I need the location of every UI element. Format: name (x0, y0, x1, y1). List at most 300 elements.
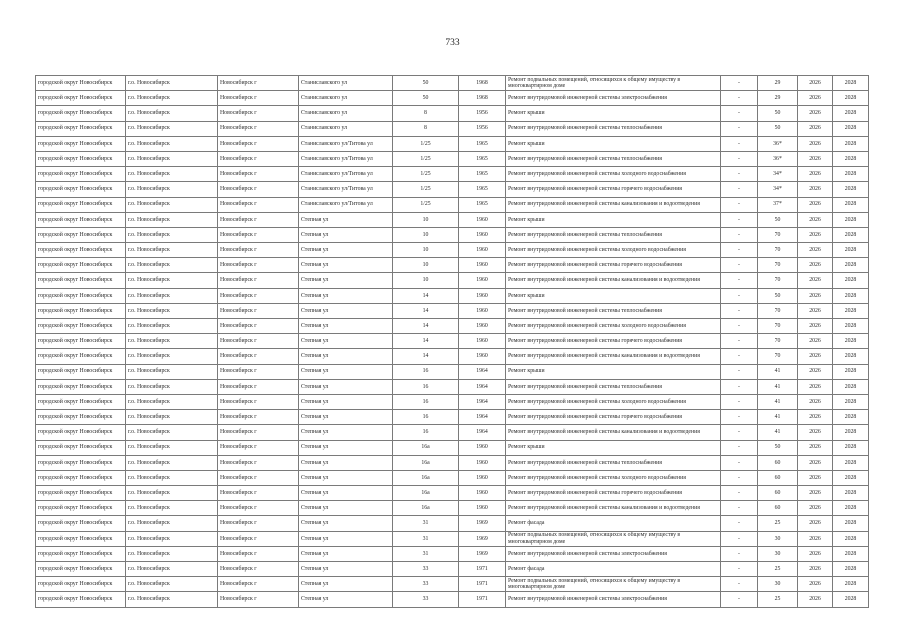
cell-municipal-unit: г.о. Новосибирск (126, 243, 218, 258)
cell-year-start: 2026 (798, 243, 833, 258)
cell-year-end: 2028 (833, 303, 869, 318)
cell-municipal-unit: г.о. Новосибирск (126, 546, 218, 561)
cell-house-number: 10 (393, 273, 459, 288)
cell-locality: Новосибирск г (218, 349, 299, 364)
cell-house-number: 33 (393, 562, 459, 577)
cell-street: Степная ул (299, 349, 393, 364)
cell-year-start: 2026 (798, 516, 833, 531)
table-row (36, 577, 869, 592)
cell-municipality: городской округ Новосибирск (36, 197, 126, 212)
cell-municipal-unit: г.о. Новосибирск (126, 410, 218, 425)
cell-year-start: 2026 (798, 167, 833, 182)
table-row (36, 334, 869, 349)
cell-year: 1965 (459, 167, 506, 182)
cell-house-number: 8 (393, 121, 459, 136)
cell-house-number: 33 (393, 592, 459, 607)
cell-year: 1965 (459, 151, 506, 166)
cell-municipality: городской округ Новосибирск (36, 182, 126, 197)
cell-dash: - (721, 121, 758, 136)
cell-work-type: Ремонт крыши (506, 106, 721, 121)
cell-locality: Новосибирск г (218, 288, 299, 303)
cell-year-start: 2026 (798, 425, 833, 440)
cell-municipality: городской округ Новосибирск (36, 319, 126, 334)
cell-work-type: Ремонт внутридомовой инженерной системы электроснабжения (506, 592, 721, 607)
cell-value: 50 (758, 121, 798, 136)
cell-municipality: городской округ Новосибирск (36, 243, 126, 258)
cell-year-start: 2026 (798, 106, 833, 121)
cell-year-start: 2026 (798, 182, 833, 197)
cell-municipal-unit: г.о. Новосибирск (126, 106, 218, 121)
cell-municipality: городской округ Новосибирск (36, 227, 126, 242)
cell-municipality: городской округ Новосибирск (36, 212, 126, 227)
cell-locality: Новосибирск г (218, 334, 299, 349)
table-row (36, 273, 869, 288)
cell-dash: - (721, 319, 758, 334)
cell-year-end: 2028 (833, 394, 869, 409)
cell-year: 1964 (459, 379, 506, 394)
cell-year-end: 2028 (833, 212, 869, 227)
cell-year-end: 2028 (833, 197, 869, 212)
cell-municipal-unit: г.о. Новосибирск (126, 121, 218, 136)
cell-value: 70 (758, 319, 798, 334)
table-row (36, 440, 869, 455)
cell-street: Степная ул (299, 227, 393, 242)
table-row (36, 76, 869, 91)
cell-value: 60 (758, 501, 798, 516)
cell-year: 1964 (459, 410, 506, 425)
cell-municipality: городской округ Новосибирск (36, 410, 126, 425)
cell-municipal-unit: г.о. Новосибирск (126, 91, 218, 106)
cell-year: 1960 (459, 334, 506, 349)
cell-year: 1960 (459, 258, 506, 273)
table-row (36, 167, 869, 182)
cell-value: 36* (758, 136, 798, 151)
cell-municipality: городской округ Новосибирск (36, 546, 126, 561)
cell-year-start: 2026 (798, 121, 833, 136)
cell-year-start: 2026 (798, 577, 833, 592)
cell-work-type: Ремонт внутридомовой инженерной системы холодного водоснабжения (506, 167, 721, 182)
cell-year-end: 2028 (833, 243, 869, 258)
cell-house-number: 10 (393, 258, 459, 273)
cell-house-number: 31 (393, 546, 459, 561)
table-row (36, 258, 869, 273)
cell-municipal-unit: г.о. Новосибирск (126, 440, 218, 455)
page-number: 733 (445, 38, 460, 48)
cell-work-type: Ремонт подвальных помещений, относящихся к общему имуществу в многоквартирном доме (506, 531, 721, 546)
cell-municipal-unit: г.о. Новосибирск (126, 577, 218, 592)
cell-dash: - (721, 151, 758, 166)
cell-municipality: городской округ Новосибирск (36, 106, 126, 121)
cell-municipality: городской округ Новосибирск (36, 76, 126, 91)
cell-house-number: 16 (393, 425, 459, 440)
cell-work-type: Ремонт крыши (506, 212, 721, 227)
cell-municipal-unit: г.о. Новосибирск (126, 288, 218, 303)
cell-year: 1971 (459, 592, 506, 607)
cell-work-type: Ремонт крыши (506, 136, 721, 151)
cell-year: 1960 (459, 349, 506, 364)
cell-house-number: 50 (393, 91, 459, 106)
cell-value: 41 (758, 379, 798, 394)
cell-locality: Новосибирск г (218, 167, 299, 182)
cell-municipality: городской округ Новосибирск (36, 334, 126, 349)
cell-municipality: городской округ Новосибирск (36, 91, 126, 106)
cell-municipal-unit: г.о. Новосибирск (126, 592, 218, 607)
cell-year: 1960 (459, 243, 506, 258)
cell-dash: - (721, 288, 758, 303)
cell-dash: - (721, 258, 758, 273)
cell-value: 70 (758, 349, 798, 364)
cell-locality: Новосибирск г (218, 106, 299, 121)
cell-year-end: 2028 (833, 106, 869, 121)
table-row (36, 106, 869, 121)
cell-locality: Новосибирск г (218, 394, 299, 409)
cell-work-type: Ремонт внутридомовой инженерной системы канализования и водоотведения (506, 273, 721, 288)
cell-municipality: городской округ Новосибирск (36, 516, 126, 531)
cell-municipality: городской округ Новосибирск (36, 531, 126, 546)
cell-dash: - (721, 425, 758, 440)
cell-work-type: Ремонт крыши (506, 440, 721, 455)
cell-year: 1968 (459, 76, 506, 91)
cell-year-start: 2026 (798, 501, 833, 516)
cell-year: 1960 (459, 227, 506, 242)
cell-house-number: 1/25 (393, 151, 459, 166)
table-row (36, 455, 869, 470)
cell-locality: Новосибирск г (218, 470, 299, 485)
cell-value: 50 (758, 440, 798, 455)
cell-year-start: 2026 (798, 76, 833, 91)
cell-year: 1969 (459, 516, 506, 531)
cell-year: 1960 (459, 470, 506, 485)
cell-value: 29 (758, 76, 798, 91)
cell-year: 1960 (459, 440, 506, 455)
cell-locality: Новосибирск г (218, 562, 299, 577)
cell-street: Степная ул (299, 334, 393, 349)
cell-year: 1971 (459, 577, 506, 592)
cell-year-end: 2028 (833, 182, 869, 197)
cell-house-number: 10 (393, 212, 459, 227)
cell-year: 1965 (459, 182, 506, 197)
cell-street: Степная ул (299, 486, 393, 501)
cell-year-end: 2028 (833, 425, 869, 440)
cell-year: 1969 (459, 546, 506, 561)
cell-locality: Новосибирск г (218, 410, 299, 425)
cell-value: 36* (758, 151, 798, 166)
cell-dash: - (721, 364, 758, 379)
cell-year: 1960 (459, 212, 506, 227)
cell-year: 1964 (459, 394, 506, 409)
cell-municipal-unit: г.о. Новосибирск (126, 501, 218, 516)
cell-year: 1960 (459, 455, 506, 470)
cell-year-start: 2026 (798, 319, 833, 334)
cell-value: 70 (758, 273, 798, 288)
cell-street: Станиславского ул/Титова ул (299, 167, 393, 182)
cell-year-end: 2028 (833, 379, 869, 394)
cell-municipal-unit: г.о. Новосибирск (126, 364, 218, 379)
cell-street: Степная ул (299, 273, 393, 288)
cell-street: Станиславского ул/Титова ул (299, 182, 393, 197)
cell-street: Степная ул (299, 455, 393, 470)
cell-municipal-unit: г.о. Новосибирск (126, 197, 218, 212)
cell-year: 1956 (459, 106, 506, 121)
table-row (36, 531, 869, 546)
cell-street: Степная ул (299, 516, 393, 531)
cell-year: 1965 (459, 197, 506, 212)
cell-street: Станиславского ул/Титова ул (299, 197, 393, 212)
cell-locality: Новосибирск г (218, 425, 299, 440)
cell-house-number: 16а (393, 501, 459, 516)
table-row (36, 592, 869, 607)
cell-value: 60 (758, 455, 798, 470)
cell-dash: - (721, 212, 758, 227)
cell-work-type: Ремонт внутридомовой инженерной системы электроснабжения (506, 546, 721, 561)
cell-work-type: Ремонт внутридомовой инженерной системы холодного водоснабжения (506, 243, 721, 258)
cell-house-number: 14 (393, 349, 459, 364)
cell-municipality: городской округ Новосибирск (36, 592, 126, 607)
cell-house-number: 16 (393, 379, 459, 394)
cell-year-end: 2028 (833, 470, 869, 485)
cell-dash: - (721, 486, 758, 501)
cell-year-end: 2028 (833, 440, 869, 455)
cell-year-start: 2026 (798, 197, 833, 212)
table-row (36, 197, 869, 212)
cell-house-number: 14 (393, 334, 459, 349)
table-row (36, 243, 869, 258)
cell-municipal-unit: г.о. Новосибирск (126, 334, 218, 349)
cell-street: Степная ул (299, 394, 393, 409)
cell-dash: - (721, 227, 758, 242)
cell-year: 1969 (459, 531, 506, 546)
table-row (36, 486, 869, 501)
cell-value: 34* (758, 167, 798, 182)
cell-year-start: 2026 (798, 379, 833, 394)
cell-municipal-unit: г.о. Новосибирск (126, 470, 218, 485)
cell-year: 1965 (459, 136, 506, 151)
cell-house-number: 16а (393, 455, 459, 470)
table-body (36, 76, 869, 608)
cell-year-end: 2028 (833, 486, 869, 501)
cell-municipal-unit: г.о. Новосибирск (126, 425, 218, 440)
cell-dash: - (721, 531, 758, 546)
cell-house-number: 16а (393, 470, 459, 485)
cell-dash: - (721, 394, 758, 409)
cell-dash: - (721, 243, 758, 258)
cell-year-start: 2026 (798, 546, 833, 561)
cell-street: Степная ул (299, 319, 393, 334)
cell-year: 1960 (459, 501, 506, 516)
cell-year-end: 2028 (833, 76, 869, 91)
cell-year-end: 2028 (833, 227, 869, 242)
cell-street: Станиславского ул (299, 106, 393, 121)
cell-year-start: 2026 (798, 288, 833, 303)
cell-municipal-unit: г.о. Новосибирск (126, 486, 218, 501)
cell-locality: Новосибирск г (218, 379, 299, 394)
cell-municipal-unit: г.о. Новосибирск (126, 319, 218, 334)
cell-street: Степная ул (299, 410, 393, 425)
cell-value: 50 (758, 212, 798, 227)
cell-street: Станиславского ул (299, 91, 393, 106)
cell-street: Степная ул (299, 303, 393, 318)
cell-value: 30 (758, 531, 798, 546)
cell-locality: Новосибирск г (218, 364, 299, 379)
cell-year: 1968 (459, 91, 506, 106)
cell-municipality: городской округ Новосибирск (36, 577, 126, 592)
cell-municipal-unit: г.о. Новосибирск (126, 516, 218, 531)
cell-dash: - (721, 410, 758, 425)
cell-value: 25 (758, 516, 798, 531)
cell-house-number: 1/25 (393, 136, 459, 151)
cell-year: 1960 (459, 486, 506, 501)
cell-year-end: 2028 (833, 167, 869, 182)
cell-locality: Новосибирск г (218, 227, 299, 242)
cell-year-start: 2026 (798, 273, 833, 288)
cell-year-start: 2026 (798, 136, 833, 151)
cell-house-number: 1/25 (393, 197, 459, 212)
cell-street: Степная ул (299, 212, 393, 227)
cell-municipal-unit: г.о. Новосибирск (126, 151, 218, 166)
cell-year-end: 2028 (833, 273, 869, 288)
cell-house-number: 1/25 (393, 182, 459, 197)
cell-year-start: 2026 (798, 410, 833, 425)
cell-year-end: 2028 (833, 592, 869, 607)
cell-house-number: 14 (393, 288, 459, 303)
cell-work-type: Ремонт подвальных помещений, относящихся к общему имуществу в многоквартирном доме (506, 76, 721, 91)
table-row (36, 182, 869, 197)
table-row (36, 303, 869, 318)
cell-municipal-unit: г.о. Новосибирск (126, 394, 218, 409)
cell-year-end: 2028 (833, 136, 869, 151)
cell-dash: - (721, 303, 758, 318)
cell-street: Степная ул (299, 364, 393, 379)
cell-municipality: городской округ Новосибирск (36, 167, 126, 182)
cell-municipal-unit: г.о. Новосибирск (126, 167, 218, 182)
table-row (36, 379, 869, 394)
table-row (36, 546, 869, 561)
cell-house-number: 14 (393, 303, 459, 318)
cell-municipal-unit: г.о. Новосибирск (126, 227, 218, 242)
cell-year: 1971 (459, 562, 506, 577)
cell-value: 50 (758, 288, 798, 303)
cell-dash: - (721, 516, 758, 531)
table-row (36, 121, 869, 136)
cell-house-number: 50 (393, 76, 459, 91)
cell-year: 1960 (459, 288, 506, 303)
cell-locality: Новосибирск г (218, 121, 299, 136)
cell-value: 37* (758, 197, 798, 212)
cell-dash: - (721, 470, 758, 485)
cell-dash: - (721, 182, 758, 197)
cell-street: Станиславского ул (299, 76, 393, 91)
cell-year-end: 2028 (833, 364, 869, 379)
cell-year-start: 2026 (798, 562, 833, 577)
cell-municipality: городской округ Новосибирск (36, 151, 126, 166)
cell-street: Степная ул (299, 425, 393, 440)
cell-municipality: городской округ Новосибирск (36, 121, 126, 136)
cell-street: Степная ул (299, 531, 393, 546)
cell-work-type: Ремонт крыши (506, 288, 721, 303)
cell-locality: Новосибирск г (218, 516, 299, 531)
cell-year-start: 2026 (798, 334, 833, 349)
cell-street: Степная ул (299, 592, 393, 607)
cell-house-number: 31 (393, 516, 459, 531)
cell-work-type: Ремонт внутридомовой инженерной системы канализования и водоотведения (506, 425, 721, 440)
cell-dash: - (721, 91, 758, 106)
cell-value: 25 (758, 562, 798, 577)
cell-locality: Новосибирск г (218, 151, 299, 166)
cell-year-start: 2026 (798, 349, 833, 364)
cell-work-type: Ремонт внутридомовой инженерной системы теплоснабжения (506, 151, 721, 166)
cell-municipality: городской округ Новосибирск (36, 349, 126, 364)
cell-locality: Новосибирск г (218, 91, 299, 106)
cell-dash: - (721, 577, 758, 592)
cell-work-type: Ремонт внутридомовой инженерной системы теплоснабжения (506, 303, 721, 318)
cell-work-type: Ремонт внутридомовой инженерной системы горячего водоснабжения (506, 486, 721, 501)
cell-municipal-unit: г.о. Новосибирск (126, 379, 218, 394)
cell-dash: - (721, 76, 758, 91)
works-table (35, 75, 869, 608)
cell-year-end: 2028 (833, 531, 869, 546)
cell-house-number: 16 (393, 410, 459, 425)
cell-street: Степная ул (299, 379, 393, 394)
cell-value: 30 (758, 577, 798, 592)
cell-work-type: Ремонт внутридомовой инженерной системы холодного водоснабжения (506, 470, 721, 485)
cell-year-start: 2026 (798, 394, 833, 409)
cell-year-end: 2028 (833, 546, 869, 561)
cell-year-start: 2026 (798, 455, 833, 470)
table-row (36, 562, 869, 577)
cell-municipality: городской округ Новосибирск (36, 455, 126, 470)
cell-dash: - (721, 106, 758, 121)
cell-locality: Новосибирск г (218, 273, 299, 288)
cell-house-number: 31 (393, 531, 459, 546)
cell-municipality: городской округ Новосибирск (36, 425, 126, 440)
cell-value: 70 (758, 243, 798, 258)
cell-year-end: 2028 (833, 91, 869, 106)
cell-dash: - (721, 546, 758, 561)
table-row (36, 394, 869, 409)
table-row (36, 91, 869, 106)
cell-house-number: 16а (393, 440, 459, 455)
cell-municipal-unit: г.о. Новосибирск (126, 76, 218, 91)
cell-street: Степная ул (299, 258, 393, 273)
cell-value: 70 (758, 334, 798, 349)
cell-municipal-unit: г.о. Новосибирск (126, 258, 218, 273)
cell-municipality: городской округ Новосибирск (36, 288, 126, 303)
cell-value: 50 (758, 106, 798, 121)
cell-value: 41 (758, 425, 798, 440)
cell-year-end: 2028 (833, 334, 869, 349)
cell-locality: Новосибирск г (218, 577, 299, 592)
cell-locality: Новосибирск г (218, 592, 299, 607)
cell-work-type: Ремонт внутридомовой инженерной системы теплоснабжения (506, 379, 721, 394)
cell-street: Степная ул (299, 243, 393, 258)
cell-locality: Новосибирск г (218, 486, 299, 501)
cell-year-start: 2026 (798, 303, 833, 318)
table-row (36, 212, 869, 227)
cell-year-start: 2026 (798, 151, 833, 166)
cell-year-end: 2028 (833, 319, 869, 334)
cell-value: 41 (758, 394, 798, 409)
cell-locality: Новосибирск г (218, 258, 299, 273)
cell-locality: Новосибирск г (218, 440, 299, 455)
cell-street: Станиславского ул/Титова ул (299, 136, 393, 151)
cell-value: 34* (758, 182, 798, 197)
cell-house-number: 16 (393, 394, 459, 409)
cell-year: 1964 (459, 364, 506, 379)
cell-municipality: городской округ Новосибирск (36, 470, 126, 485)
cell-year-end: 2028 (833, 121, 869, 136)
cell-value: 29 (758, 91, 798, 106)
cell-municipality: городской округ Новосибирск (36, 486, 126, 501)
